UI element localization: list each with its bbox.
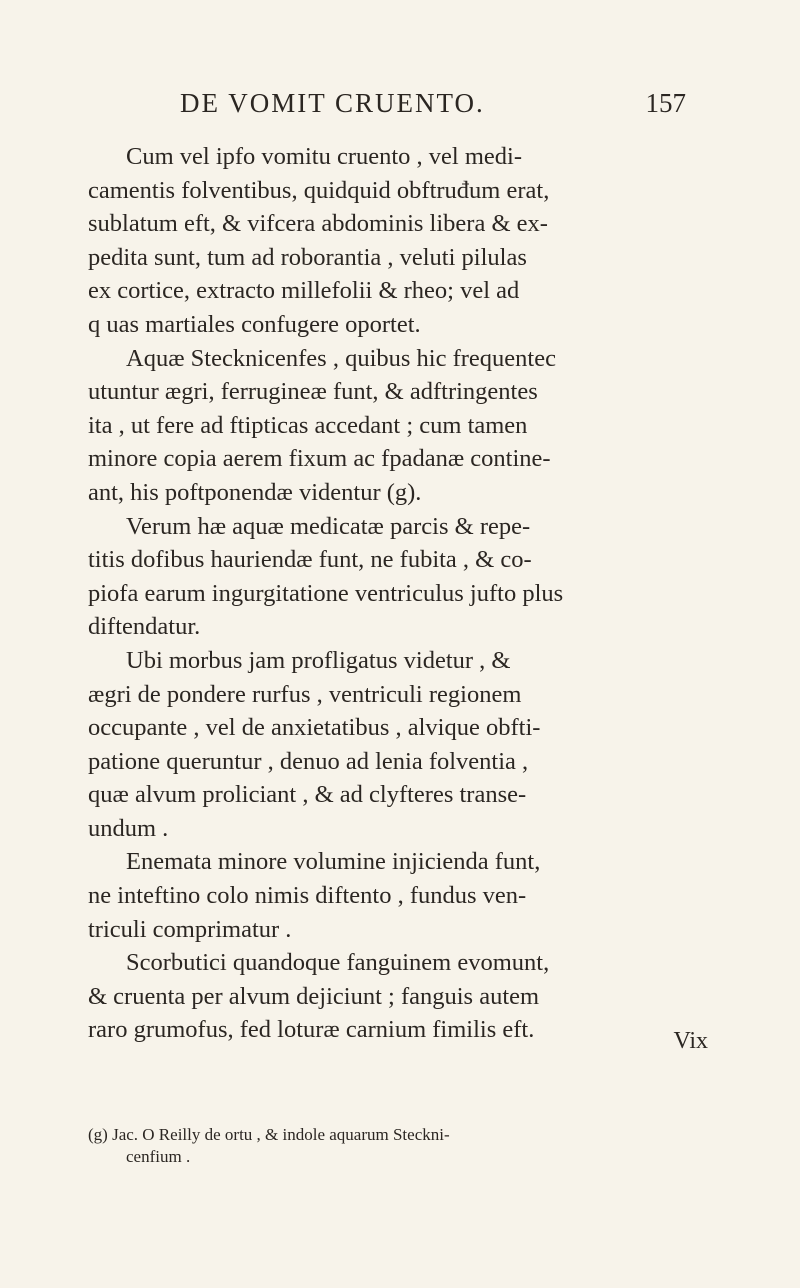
body-text	[88, 140, 714, 1047]
text-line: ex cortice, extracto millefolii & rheo; vel ad	[88, 277, 520, 305]
text-line: patione queruntur , denuo ad lenia folventia ,	[88, 747, 529, 775]
text-line: undum .	[88, 814, 169, 842]
text-line: ægri de pondere rurfus , ventriculi regionem	[88, 680, 522, 708]
footnote-line: (g) Jac. O Reilly de ortu , & indole aquarum Steckni-	[88, 1125, 450, 1144]
footnote	[88, 1124, 714, 1168]
text-line: Enemata minore volumine injicienda funt,	[126, 848, 541, 876]
text-line: utuntur ægri, ferrugineæ funt, & adftringentes	[88, 378, 538, 406]
text-line: Cum vel ipfo vomitu cruento , vel medi-	[126, 143, 523, 170]
text-line: occupante , vel de anxietatibus , alvique obfti-	[88, 714, 541, 742]
text-line: ita , ut fere ad ftipticas accedant ; cum tamen	[88, 411, 528, 439]
text-line: minore copia aerem fixum ac fpadanæ contine-	[88, 445, 551, 473]
text-line: Aquæ Stecknicenfes , quibus hic frequentec	[126, 344, 556, 372]
paragraph-3	[88, 510, 714, 644]
text-line: ne inteftino colo nimis diftento , fundus ven-	[88, 882, 527, 910]
text-line: quæ alvum proliciant , & ad clyfteres transe-	[88, 781, 527, 809]
page-header	[180, 88, 700, 128]
text-line: piofa earum ingurgitatione ventriculus jufto plus	[88, 579, 564, 607]
text-line: ant, his poftponendæ videntur (g).	[88, 478, 422, 506]
footnote-line: cenfium .	[126, 1147, 191, 1166]
catchword: Vix	[673, 1028, 708, 1054]
text-line: camentis folventibus, quidquid obftruđum erat,	[88, 176, 550, 204]
text-line: raro grumofus, fed loturæ carnium fimilis eft.	[88, 1016, 535, 1044]
text-line: titis dofibus hauriendæ funt, ne fubita , & co-	[88, 546, 532, 574]
text-line: Ubi morbus jam profligatus videtur , &	[126, 646, 511, 674]
page-number: 157	[645, 88, 686, 118]
paragraph-5	[88, 845, 714, 946]
text-line: Verum hæ aquæ medicatæ parcis & repe-	[126, 512, 531, 540]
running-title: DE VOMIT CRUENTO.	[180, 88, 485, 118]
text-line: sublatum eft, & vifcera abdominis libera & ex-	[88, 210, 548, 238]
text-line: triculi comprimatur .	[88, 915, 292, 943]
text-line: q uas martiales confugere oportet.	[88, 310, 421, 338]
paragraph-2	[88, 342, 714, 510]
paragraph-6	[88, 946, 714, 1047]
text-line: pedita sunt, tum ad roborantia , veluti pilulas	[88, 243, 527, 271]
text-line: diftendatur.	[88, 613, 201, 641]
paragraph-4	[88, 644, 714, 846]
paragraph-1	[88, 140, 714, 342]
text-line: & cruenta per alvum dejiciunt ; fanguis autem	[88, 982, 540, 1010]
text-line: Scorbutici quandoque fanguinem evomunt,	[126, 949, 550, 977]
